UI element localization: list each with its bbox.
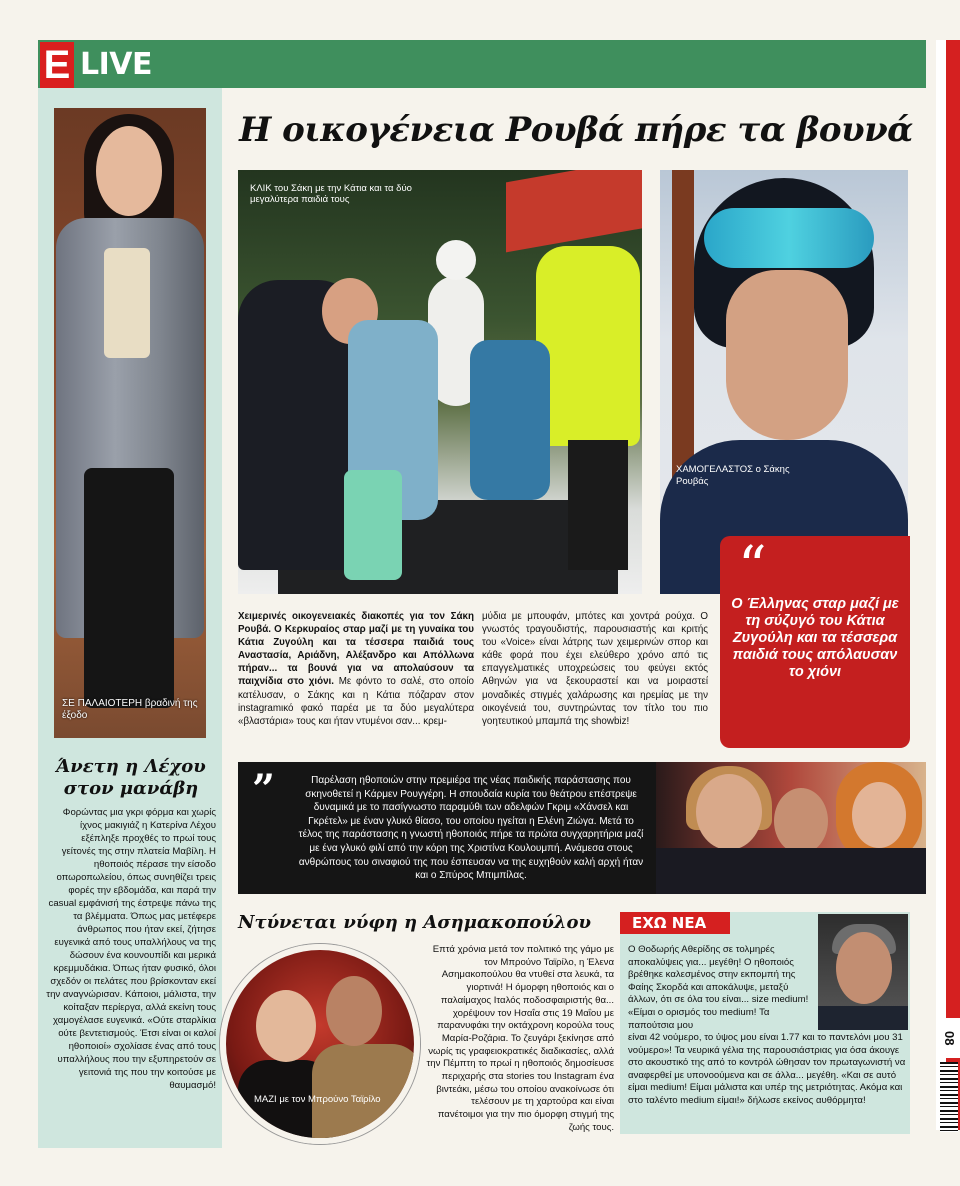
page-edge-white [936, 40, 946, 1130]
photo-family-snow [238, 170, 642, 594]
exo-nea-body-top: Ο Θοδωρής Αθερίδης σε τολμηρές αποκαλύψεις για... μεγέθη! Ο ηθοποιός βρέθηκε καλεσμένος στην εκπομπή της Φαίης Σκορδά και αποκάλυψε, μεταξύ άλλων, ότι σε όλα του είναι... size medium! «Είμαι ο ορισμός του medium! Τα παπούτσια μου [628, 944, 809, 1031]
photo-caption-asma: ΜΑΖΙ με τον Μπρούνο Ταϊρίλο [254, 1094, 381, 1105]
article-column-1 [238, 610, 474, 728]
photo-rouvas-ski [660, 170, 908, 600]
exo-nea-body-bottom: είναι 42 νούμερο, το ύψος μου είναι 1.77 και το παντελόνι μου 31 νούμερο»! Τα νευρικά γέλια της παρουσιάστριας για όσα άκουγε στο ακουστικό της από το κοντρόλ ώθησαν τον πρωταγωνιστή να αναφερθεί με υπονοούμενα και σε άλλα... μεγέθη. «Και σε αυτό είμαι medium! Είμαι μάλιστα και υπέρ της μετριότητας. Ακόμα και στο ταλέντο medium είμαι!» δήλωσε εκείνος αυθόρμητα! [628, 1032, 906, 1106]
barcode-strip [940, 1062, 958, 1132]
banner-text: Παρέλαση ηθοποιών στην πρεμιέρα της νέας παιδικής παράστασης που σκηνοθετεί η Κάρμεν Ρουγγέρη. Η σπουδαία κυρία του θεάτρου επέστρεψε δυναμικά με το πασίγνωστο παραμύθι των αδελφών Γκριμ «Χάνσελ και Γκρέτελ» με έναν γλυκό θίασο, του οποίου ηγείται η Ελένη Ζιώγα. Μετά το τέλος της παράστασης η γνωστή ηθοποιός πήρε τα πρώτα συγχαρητήρια μαζί με ένα γλυκό φιλί από την κόρη της Χριστίνα Κουλουμπή. Ανάμεσα στους ανθρώπους του σιναφιού της που έσπευσαν να της ευχηθούν καλή αρχή ήταν και ο Σπύρος Μπιμπίλας. [298, 775, 644, 882]
photo-caption-rouvas: ΧΑΜΟΓΕΛΑΣΤΟΣ ο Σάκης Ρουβάς [676, 464, 790, 487]
page-number: 08 [938, 1018, 960, 1058]
article-column-2: μύδια με μπουφάν, μπότες και χοντρά ρούχα. Ο γνωστός τραγουδιστής, παρουσιαστής και κριτής του «Voice» είναι λάτρης των χειμερινών σπορ και κάθε φορά που έχει ελεύθερο χρόνο από τις επαγγελματικές υποχρεώσεις του φεύγει εκτός Αθηνών για να ξεκουραστεί και να μοιραστεί μοναδικές στιγμές χαλάρωσης και ηρεμίας με την οικογένειά του, συντηρώντας τον τίτλο του πιο γοητευτικού μπαμπά της showbiz! [482, 611, 708, 727]
section-header-band [38, 40, 926, 88]
main-headline: Η οικογένεια Ρουβά πήρε τα βουνά [239, 110, 913, 150]
page-edge-red [946, 40, 960, 1130]
quote-mark-icon: “ [738, 535, 767, 600]
exo-nea-heading: ΕΧΩ ΝΕΑ [620, 912, 730, 934]
photo-lexou [54, 108, 206, 738]
photo-atheridis [818, 914, 908, 1030]
article-lead: Χειμερινές οικογενειακές διακοπές για τον Σάκη Ρουβά. Ο Κερκυραίος σταρ μαζί με τη γυναίκα του Κάτια Ζυγούλη και τα τέσσερα παιδιά τους Αναστασία, Αριάδνη, Αλέξανδρο και Απόλλωνα πήραν... τα βουνά για να απολαύσουν τα παιχνίδια στο χιόνι. [238, 611, 474, 688]
banner-quote-icon: ” [252, 766, 276, 813]
e-logo: E [40, 42, 74, 88]
photo-caption-lexou: ΣΕ ΠΑΛΑΙΟΤΕΡΗ βραδινή της έξοδο [62, 698, 198, 721]
photo-caption-family: ΚΛΙΚ του Σάκη με την Κάτια και τα δύο μεγαλύτερα παιδιά τους [250, 183, 412, 205]
section-title: LIVE [80, 47, 152, 82]
article-title-asma: Ντύνεται νύφη η Ασημακοπούλου [238, 912, 592, 933]
article-col1-rest: Με φόντο το σαλέ, στο οποίο κατέλυσαν, ο Σάκης και η Κάτια πόζαραν στον instagramικό φακό παρέα με τα δύο μεγαλύτερα «βλαστάρια» τους και ήταν ντυμένοι σαν... κρεμ- [238, 676, 474, 727]
article-body-lexou: Φορώντας μια γκρι φόρμα και χωρίς ίχνος μακιγιάζ η Κατερίνα Λέχου εξέπληξε προχθές το πρωί τους γείτονές της στην πλατεία Μαβίλη. Η ηθοποιός πέρασε την είσοδο οπωροπωλείου, όπως συνηθίζει τρεις φορές την εβδομάδα, και παρά την casual εμφάνισή της έστρεψε πάνω της τα βλέμματα. Όπως μας μετέφερε άνθρωπος που ήταν εκεί, ζήτησε ευγενικά από τους υπαλλήλους να της δώσουν ένα κουνουπίδι και μερικά κρεμμυδάκια. Όπως ήταν φυσικό, όλοι σχεδόν οι πελάτες που βρίσκονταν εκεί την αναγνώρισαν. Κάποιοι, μάλιστα, την κοίταξαν περίεργα, αλλά εκείνη τους χαμογέλασε ευγενικά. «Ούτε σταρλίκια ούτε βεντετισμούς. Έτσι είναι οι καλοί ηθοποιοί» σχολίασε ένας από τους υπαλλήλους που την εξυπηρετούν σε γειτονιά της που την κοιτούσε με θαυμασμό! [46, 807, 216, 1091]
article-title-lexou: Άνετη η Λέχου στον μανάβη [56, 756, 206, 799]
photo-premiere [656, 762, 926, 894]
article-body-asma: Επτά χρόνια μετά τον πολιτικό της γάμο με τον Μπρούνο Ταϊρίλο, η Έλενα Ασημακοπούλου θα ντυθεί στα λευκά, τα γιορτινά! Η όμορφη ηθοποιός και ο παλαίμαχος Ιταλός ποδοσφαιριστής θα... χορέψουν τον Ησαΐα στις 19 Μαΐου με παρανυφάκι την οκτάχρονη κορούλα τους Μαρία-Ροζάρια. Το ζευγάρι ξεκίνησε από νωρίς τις γραφειοκρατικές διαδικασίες, αλλά την Πέμπτη το πρωί η ηθοποιός δημοσίευσε περιχαρής στα stories του Instagram ένα βιντεάκι, μέσω του οποίου ανακοίνωσε ότι τελέσουν με τη χαρτούρα και είναι πανέτοιμοι για την πιο όμορφη στιγμή της ζωής τους. [426, 944, 614, 1133]
pull-quote-text: Ο Έλληνας σταρ μαζί με τη σύζυγό του Κάτια Ζυγούλη και τα τέσσερα παιδιά τους απόλαυσαν το χιόνι [731, 596, 899, 680]
photo-asma-couple [220, 944, 420, 1144]
